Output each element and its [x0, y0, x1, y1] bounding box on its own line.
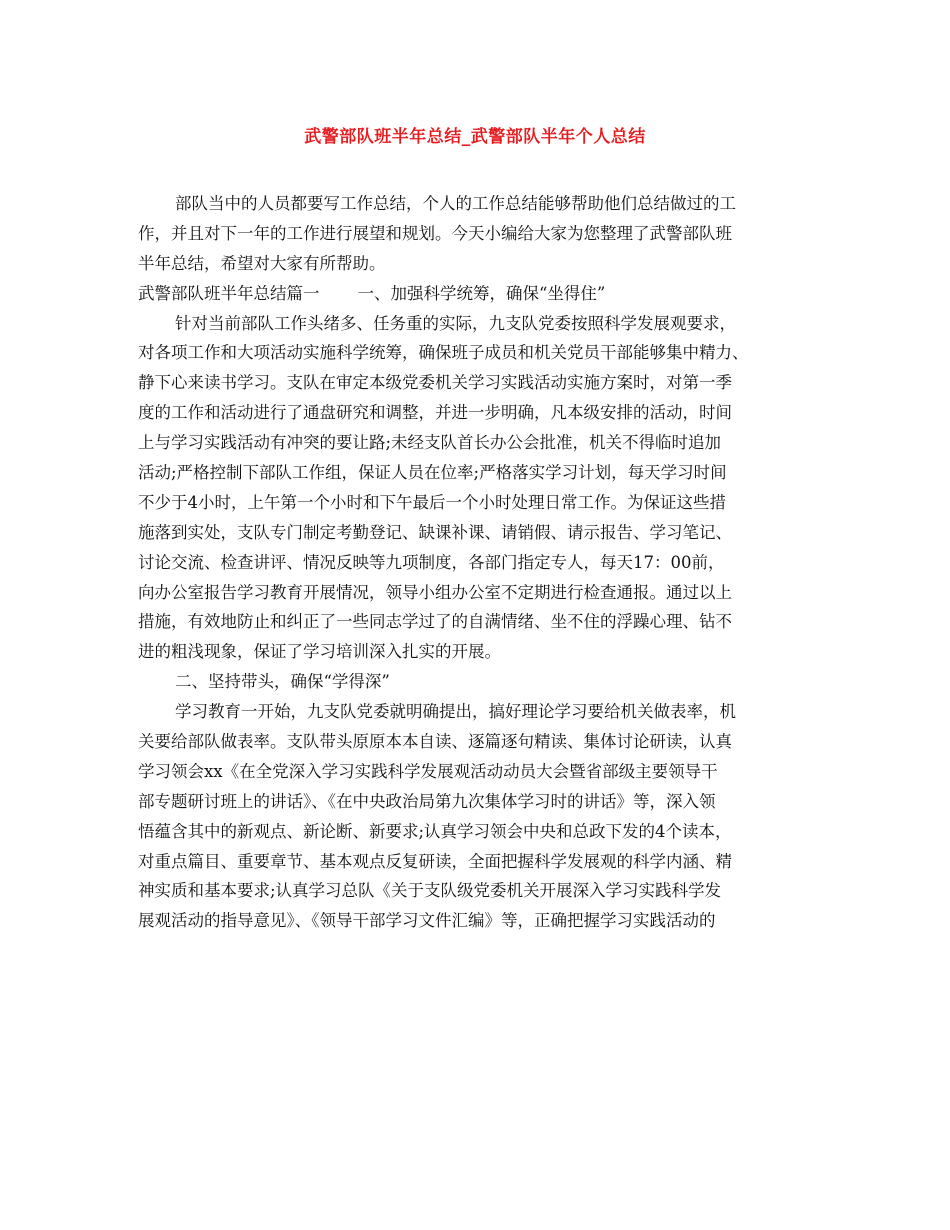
para1-line: 度的工作和活动进行了通盘研究和调整，并进一步明确，凡本级安排的活动，时间	[138, 403, 732, 423]
para1-line: 对各项工作和大项活动实施科学统筹，确保班子成员和机关党员干部能够集中精力、	[138, 343, 749, 363]
para2-line: 关要给部队做表率。支队带头原原本本自读、逐篇逐句精读、集体讨论研读，认真	[138, 732, 732, 752]
intro-line: 半年总结，希望对大家有所帮助。	[138, 253, 386, 273]
para2-line: 悟蕴含其中的新观点、新论断、新要求;认真学习领会中央和总政下发的4个读本，	[138, 821, 732, 841]
para1-line: 讨论交流、检查讲评、情况反映等九项制度，各部门指定专人，每天17：00前，	[138, 552, 725, 572]
para1-line: 措施，有效地防止和纠正了一些同志学过了的自满情绪、坐不住的浮躁心理、钻不	[138, 612, 732, 632]
para2-line: 学习教育一开始，九支队党委就明确提出，搞好理论学习要给机关做表率，机	[175, 702, 736, 722]
section-heading-part1: 武警部队班半年总结篇一	[138, 283, 320, 303]
para1-line: 进的粗浅现象，保证了学习培训深入扎实的开展。	[138, 642, 501, 662]
document-body	[138, 189, 828, 936]
para1-line: 向办公室报告学习教育开展情况，领导小组办公室不定期进行检查通报。通过以上	[138, 582, 732, 602]
para1-line: 不少于4小时，上午第一个小时和下午最后一个小时处理日常工作。为保证这些措	[138, 492, 726, 512]
para2-line: 展观活动的指导意见》、《领导干部学习文件汇编》等，正确把握学习实践活动的	[138, 911, 716, 931]
section-heading-part2: 一、加强科学统筹，确保“坐得住”	[357, 283, 606, 303]
document-title: 武警部队班半年总结_武警部队半年个人总结	[304, 127, 646, 147]
para2-line: 神实质和基本要求;认真学习总队《关于支队级党委机关开展深入学习实践科学发	[138, 881, 722, 901]
para2-line: 对重点篇目、重要章节、基本观点反复研读，全面把握科学发展观的科学内涵、精	[138, 851, 732, 871]
para2-line: 学习领会xx《在全党深入学习实践科学发展观活动动员大会暨省部级主要领导干	[138, 761, 718, 781]
para1-line: 针对当前部队工作头绪多、任务重的实际，九支队党委按照科学发展观要求，	[175, 313, 736, 333]
intro-line: 作，并且对下一年的工作进行展望和规划。今天小编给大家为您整理了武警部队班	[138, 223, 732, 243]
para1-line: 施落到实处，支队专门制定考勤登记、缺课补课、请销假、请示报告、学习笔记、	[138, 522, 732, 542]
para1-line: 静下心来读书学习。支队在审定本级党委机关学习实践活动实施方案时，对第一季	[138, 373, 732, 393]
intro-line: 部队当中的人员都要写工作总结，个人的工作总结能够帮助他们总结做过的工	[175, 194, 736, 213]
section-heading	[138, 279, 828, 309]
para1-line: 活动;严格控制下部队工作组，保证人员在位率;严格落实学习计划，每天学习时间	[138, 463, 727, 483]
para1-line: 上与学习实践活动有冲突的要让路;未经支队首长办公会批准，机关不得临时追加	[138, 433, 722, 453]
heading2: 二、坚持带头，确保“学得深”	[175, 672, 390, 692]
para2-line: 部专题研讨班上的讲话》、《在中央政治局第九次集体学习时的讲话》等，深入领	[138, 791, 716, 811]
